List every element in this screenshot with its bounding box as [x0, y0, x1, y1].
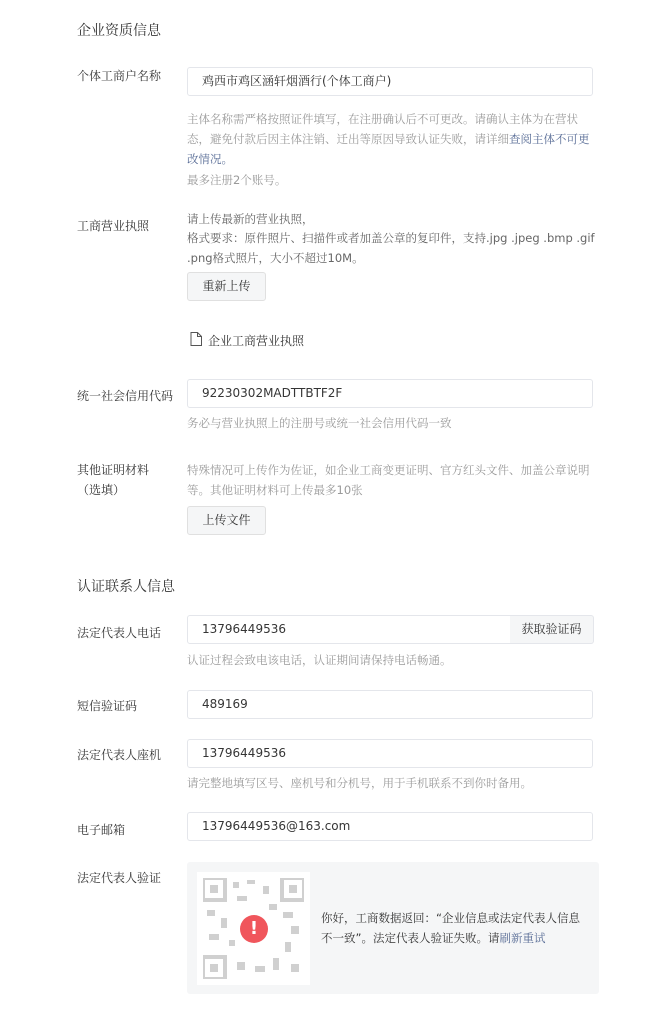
qr-code [197, 872, 310, 985]
entity-name-tip [187, 109, 597, 169]
landline-label: 法定代表人座机 [77, 748, 162, 762]
legal-phone-label: 法定代表人电话 [77, 626, 162, 640]
legal-verify-panel [187, 862, 599, 994]
license-file-name: 企业工商营业执照 [208, 334, 305, 348]
license-file-row[interactable] [190, 332, 304, 349]
entity-name-field[interactable]: 鸡西市鸡区涵轩烟酒行(个体工商户) [187, 67, 593, 96]
entity-name-tip-text: 主体名称需严格按照证件填写，在注册确认后不可更改。请确认主体为在营状态，避免付款后因主体注销、迁出等原因导致认证失败，请详细 [187, 112, 578, 146]
legal-verify-message-text: 你好，工商数据返回：“企业信息或法定代表人信息不一致”。法定代表人验证失败。请 [321, 911, 580, 945]
business-license-label: 工商营业执照 [77, 219, 150, 233]
entity-name-tip-link[interactable]: 查阅主体不可更改情况。 [187, 132, 590, 166]
section-title-qualification: 企业资质信息 [77, 23, 161, 39]
sms-code-label: 短信验证码 [77, 699, 138, 713]
credit-code-tip: 务必与营业执照上的注册号或统一社会信用代码一致 [187, 416, 452, 430]
other-docs-label: 其他证明材料（选填） [77, 463, 150, 497]
section-title-contact: 认证联系人信息 [77, 579, 175, 595]
retry-link[interactable]: 刷新重试 [499, 931, 546, 945]
upload-file-button[interactable]: 上传文件 [187, 506, 266, 535]
sms-code-field[interactable]: 489169 [187, 690, 593, 719]
legal-verify-message [321, 908, 591, 948]
credit-code-field[interactable]: 92230302MADTTBTF2F [187, 379, 593, 408]
other-docs-tip: 特殊情况可上传作为佐证，如企业工商变更证明、官方红头文件、加盖公章说明等。其他证明材料可上传最多10张 [187, 463, 590, 497]
email-field[interactable]: 13796449536@163.com [187, 812, 593, 841]
document-icon [190, 332, 208, 349]
credit-code-label: 统一社会信用代码 [77, 389, 174, 403]
landline-field[interactable]: 13796449536 [187, 739, 593, 768]
legal-phone-tip: 认证过程会致电该电话，认证期间请保持电话畅通。 [187, 653, 452, 667]
landline-tip: 请完整地填写区号、座机号和分机号，用于手机联系不到你时备用。 [187, 776, 532, 790]
entity-name-label: 个体工商户名称 [77, 69, 162, 83]
account-limit-tip: 最多注册2个账号。 [187, 173, 287, 187]
email-label: 电子邮箱 [77, 823, 126, 837]
reupload-button[interactable]: 重新上传 [187, 272, 266, 301]
business-license-tip-2: 格式要求：原件照片、扫描件或者加盖公章的复印件，支持.jpg .jpeg .bmp .gif .png格式照片，大小不超过10M。 [187, 231, 595, 265]
error-icon: ! [240, 915, 268, 943]
business-license-tip-1: 请上传最新的营业执照， [187, 212, 314, 226]
get-code-button[interactable]: 获取验证码 [510, 615, 594, 644]
legal-phone-field[interactable]: 13796449536 [187, 615, 511, 644]
legal-verify-label: 法定代表人验证 [77, 871, 162, 885]
